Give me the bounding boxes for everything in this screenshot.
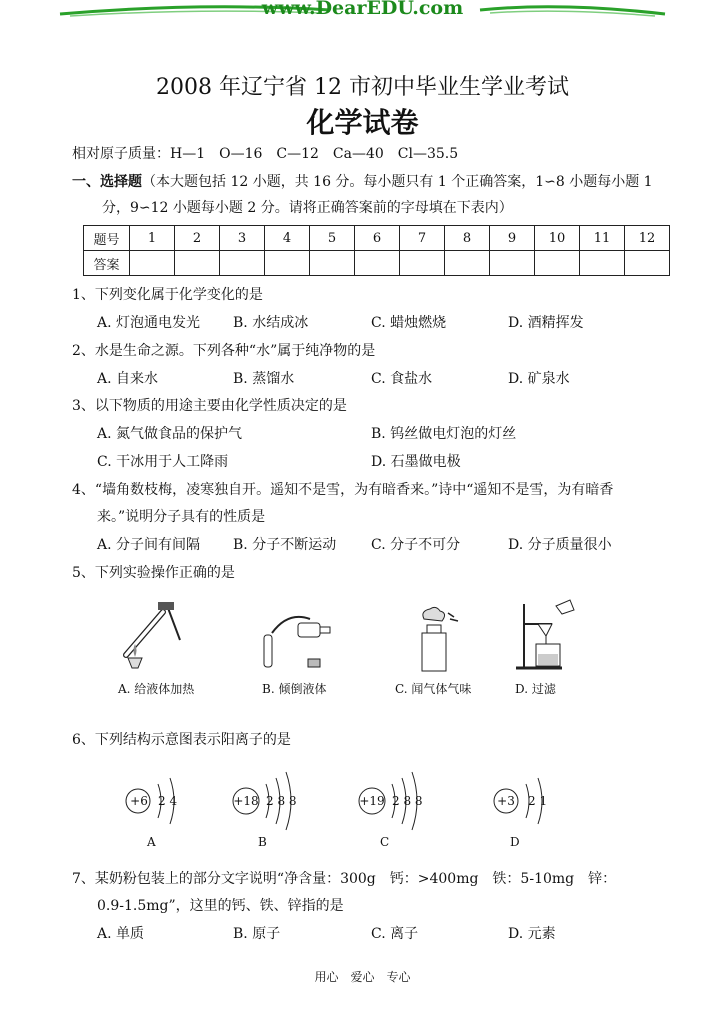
section-heading: 一、选择题 [72,174,142,190]
q1-option-b[interactable]: B. 水结成冰 [233,315,309,331]
atom-c-nucleus: +19 [359,794,385,808]
q5-caption-b: B. 倾倒液体 [262,682,327,696]
answer-cell[interactable] [130,251,175,276]
number-cell: 1 [130,226,175,251]
question-1-stem: 1、下列变化属于化学变化的是 [72,287,263,303]
number-cell: 5 [310,226,355,251]
table-row-answers [84,251,670,276]
atom-c-letter: C [380,835,390,849]
answer-cell[interactable] [535,251,580,276]
number-cell: 3 [220,226,265,251]
atom-a-electrons: 2 4 [158,794,178,808]
atom-d-nucleus: +3 [497,794,515,808]
answer-cell[interactable] [265,251,310,276]
q2-option-a[interactable]: A. 自来水 [97,371,159,387]
question-6-stem: 6、下列结构示意图表示阳离子的是 [72,732,291,748]
number-cell: 12 [625,226,670,251]
q3-option-c[interactable]: C. 干冰用于人工降雨 [97,454,229,470]
q4-option-b[interactable]: B. 分子不断运动 [233,537,337,553]
number-cell: 8 [445,226,490,251]
section-instructions-line2: 分，9∽12 小题每小题 2 分。请将正确答案前的字母填在下表内） [102,200,513,216]
question-7-stem-line1: 7、某奶粉包装上的部分文字说明“净含量：300g 钙：>400mg 铁：5-10mg 锌： [72,871,617,887]
q2-option-b[interactable]: B. 蒸馏水 [233,371,295,387]
q4-option-d[interactable]: D. 分子质量很小 [508,537,612,553]
atom-b-letter: B [258,835,267,849]
table-row-numbers [84,226,670,251]
row-label-number: 题号 [84,226,130,251]
atom-d-electrons: 2 1 [528,794,548,808]
q5-caption-a: A. 给液体加热 [118,682,195,696]
question-3-stem: 3、以下物质的用途主要由化学性质决定的是 [72,398,347,414]
q1-option-c[interactable]: C. 蜡烛燃烧 [371,315,447,331]
atomic-mass-line: 相对原子质量：H—1 O—16 C—12 Ca—40 Cl—35.5 [72,146,459,162]
lab-pouring-illustration[interactable] [258,605,340,671]
lab-smelling-illustration[interactable] [410,605,470,673]
exam-subtitle: 化学试卷 [306,106,419,139]
q1-option-a[interactable]: A. 灯泡通电发光 [97,315,201,331]
number-cell: 2 [175,226,220,251]
answer-cell[interactable] [175,251,220,276]
q7-option-a[interactable]: A. 单质 [97,926,145,942]
question-5-stem: 5、下列实验操作正确的是 [72,565,235,581]
q1-option-d[interactable]: D. 酒精挥发 [508,315,584,331]
q7-option-b[interactable]: B. 原子 [233,926,281,942]
atom-a-letter: A [147,835,156,849]
answer-cell[interactable] [580,251,625,276]
answer-cell[interactable] [490,251,535,276]
lab-heating-illustration[interactable] [118,600,198,672]
answer-table [83,225,670,276]
answer-cell[interactable] [625,251,670,276]
q3-option-a[interactable]: A. 氮气做食品的保护气 [97,426,243,442]
atom-c-electrons: 2 8 8 [392,794,423,808]
q7-option-c[interactable]: C. 离子 [371,926,419,942]
answer-cell[interactable] [355,251,400,276]
answer-cell[interactable] [220,251,265,276]
page-footer: 用心 爱心 专心 [314,970,411,984]
q3-option-d[interactable]: D. 石墨做电极 [371,454,461,470]
number-cell: 11 [580,226,625,251]
q7-option-d[interactable]: D. 元素 [508,926,556,942]
answer-cell[interactable] [445,251,490,276]
question-2-stem: 2、水是生命之源。下列各种“水”属于纯净物的是 [72,343,376,359]
answer-cell[interactable] [310,251,355,276]
exam-title: 2008 年辽宁省 12 市初中毕业生学业考试 [156,75,569,100]
question-7-stem-line2: 0.9-1.5mg”，这里的钙、铁、锌指的是 [97,898,344,914]
q4-option-a[interactable]: A. 分子间有间隔 [97,537,201,553]
section-instructions-line1 [72,173,653,191]
number-cell: 10 [535,226,580,251]
question-4-stem-line1: 4、“墙角数枝梅，凌寒独自开。遥知不是雪，为有暗香来。”诗中“遥知不是雪，为有暗香 [72,482,614,498]
atom-a-nucleus: +6 [130,794,148,808]
lab-filtering-illustration[interactable] [512,598,582,672]
number-cell: 7 [400,226,445,251]
q5-caption-d: D. 过滤 [515,682,556,696]
question-4-stem-line2: 来。”说明分子具有的性质是 [97,509,266,525]
q2-option-c[interactable]: C. 食盐水 [371,371,433,387]
q3-option-b[interactable]: B. 钨丝做电灯泡的灯丝 [371,426,517,442]
atom-b-electrons: 2 8 8 [266,794,297,808]
answer-cell[interactable] [400,251,445,276]
site-logo-text[interactable]: www.DearEDU.com [261,0,464,19]
q4-option-c[interactable]: C. 分子不可分 [371,537,461,553]
section-instructions-text: （本大题包括 12 小题，共 16 分。每小题只有 1 个正确答案，1∽8 小题每小题 1 [142,174,653,190]
number-cell: 9 [490,226,535,251]
row-label-answer: 答案 [84,251,130,276]
atom-d-letter: D [510,835,520,849]
q2-option-d[interactable]: D. 矿泉水 [508,371,570,387]
q5-caption-c: C. 闻气体气味 [395,682,472,696]
atom-b-nucleus: +18 [233,794,259,808]
number-cell: 6 [355,226,400,251]
number-cell: 4 [265,226,310,251]
